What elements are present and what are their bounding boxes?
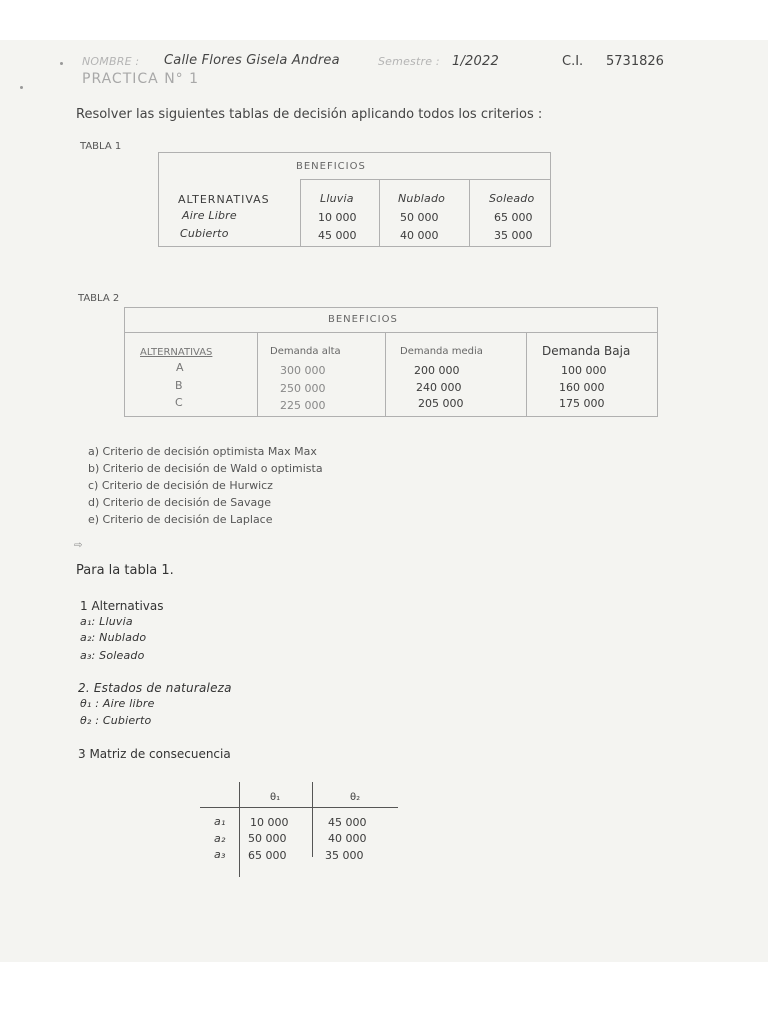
table-1-border-bottom [158, 246, 551, 247]
alternative-item: a₃: Soleado [80, 649, 145, 662]
semester-label: Semestre : [378, 55, 440, 68]
table-1-header-rule [300, 179, 550, 180]
matrix-row-label: a₃ [214, 848, 226, 861]
table-2-cell: 225 000 [280, 399, 326, 412]
table-2-border-left [124, 307, 125, 417]
table-1-row-label: Cubierto [180, 227, 229, 240]
table-2-border-bottom [124, 416, 658, 417]
matrix-cell: 40 000 [328, 832, 367, 845]
criteria-item: b) Criterio de decisión de Wald o optimista [88, 462, 323, 475]
arrow-mark-icon: ⇨ [74, 540, 83, 551]
matrix-header-rule [200, 807, 398, 808]
matrix-col-rule [312, 782, 313, 857]
matrix-heading: 3 Matriz de consecuencia [78, 747, 231, 761]
table-2-cell: 200 000 [414, 364, 460, 377]
table-2-row-label: A [176, 361, 184, 374]
matrix-row-label: a₂ [214, 832, 226, 845]
page-title: PRACTICA N° 1 [82, 71, 200, 87]
table-1-row-label: Aire Libre [182, 209, 237, 222]
matrix-cell: 50 000 [248, 832, 287, 845]
table-2-row-label: C [175, 396, 183, 409]
table-1-group-header: BENEFICIOS [296, 161, 366, 172]
table-2-cell: 240 000 [416, 381, 462, 394]
criteria-item: e) Criterio de decisión de Laplace [88, 513, 273, 526]
instruction-text: Resolver las siguientes tablas de decisión aplicando todos los criterios : [76, 107, 543, 122]
table-2-cell: 250 000 [280, 382, 326, 395]
table-2-cell: 175 000 [559, 397, 605, 410]
table-1-cell: 45 000 [318, 229, 357, 242]
criteria-item: d) Criterio de decisión de Savage [88, 496, 271, 509]
table-2-cell: 100 000 [561, 364, 607, 377]
table-1-border-right [550, 152, 551, 247]
table-2-group-header: BENEFICIOS [328, 314, 398, 325]
table-2-column-header: Demanda Baja [542, 344, 631, 358]
table-2-header-rule [124, 332, 658, 333]
table-1-col-rule [469, 179, 470, 246]
matrix-col-rule [239, 782, 240, 877]
table-1-border-top [158, 152, 551, 153]
table-1-cell: 65 000 [494, 211, 533, 224]
table-1-column-header: Lluvia [320, 192, 354, 205]
table-1-col-rule [379, 179, 380, 246]
section-title: Para la tabla 1. [76, 563, 174, 578]
criteria-item: a) Criterio de decisión optimista Max Max [88, 445, 317, 458]
state-item: θ₁ : Aire libre [80, 697, 155, 710]
table-2-cell: 300 000 [280, 364, 326, 377]
alternative-item: a₂: Nublado [80, 631, 147, 644]
matrix-col-header: θ₂ [350, 792, 361, 803]
table-2-col-rule [257, 332, 258, 416]
table-1-col-rule [300, 179, 301, 246]
ci-value: 5731826 [606, 54, 664, 69]
table-1-column-header: Nublado [398, 192, 446, 205]
name-label: NOMBRE : [82, 55, 140, 68]
table-2-cell: 205 000 [418, 397, 464, 410]
table-1-label: TABLA 1 [80, 141, 122, 152]
table-2-col-rule [385, 332, 386, 416]
table-1-border-left [158, 152, 159, 247]
table-2-cell: 160 000 [559, 381, 605, 394]
alternatives-heading: 1 Alternativas [80, 599, 164, 613]
states-heading: 2. Estados de naturaleza [78, 681, 232, 695]
margin-dot [60, 62, 63, 65]
criteria-item: c) Criterio de decisión de Hurwicz [88, 479, 273, 492]
matrix-cell: 65 000 [248, 849, 287, 862]
matrix-cell: 45 000 [328, 816, 367, 829]
notebook-page [0, 40, 768, 962]
matrix-cell: 35 000 [325, 849, 364, 862]
table-1-cell: 10 000 [318, 211, 357, 224]
matrix-cell: 10 000 [250, 816, 289, 829]
table-2-col-rule [526, 332, 527, 416]
table-2-border-top [124, 307, 658, 308]
table-1-cell: 40 000 [400, 229, 439, 242]
matrix-row-label: a₁ [214, 815, 226, 828]
student-name: Calle Flores Gisela Andrea [164, 53, 340, 68]
state-item: θ₂ : Cubierto [80, 714, 152, 727]
ci-label: C.I. [562, 54, 584, 69]
table-2-border-right [657, 307, 658, 417]
table-2-column-header: ALTERNATIVAS [140, 347, 213, 358]
semester-value: 1/2022 [452, 54, 499, 69]
table-2-label: TABLA 2 [78, 293, 120, 304]
table-2-column-header: Demanda media [400, 346, 483, 357]
table-1-column-header: ALTERNATIVAS [178, 193, 270, 206]
matrix-col-header: θ₁ [270, 792, 281, 803]
margin-dot [20, 86, 23, 89]
table-1-cell: 50 000 [400, 211, 439, 224]
alternative-item: a₁: Lluvia [80, 615, 133, 628]
table-1-cell: 35 000 [494, 229, 533, 242]
table-2-column-header: Demanda alta [270, 346, 341, 357]
table-1-column-header: Soleado [489, 192, 535, 205]
table-2-row-label: B [175, 379, 183, 392]
